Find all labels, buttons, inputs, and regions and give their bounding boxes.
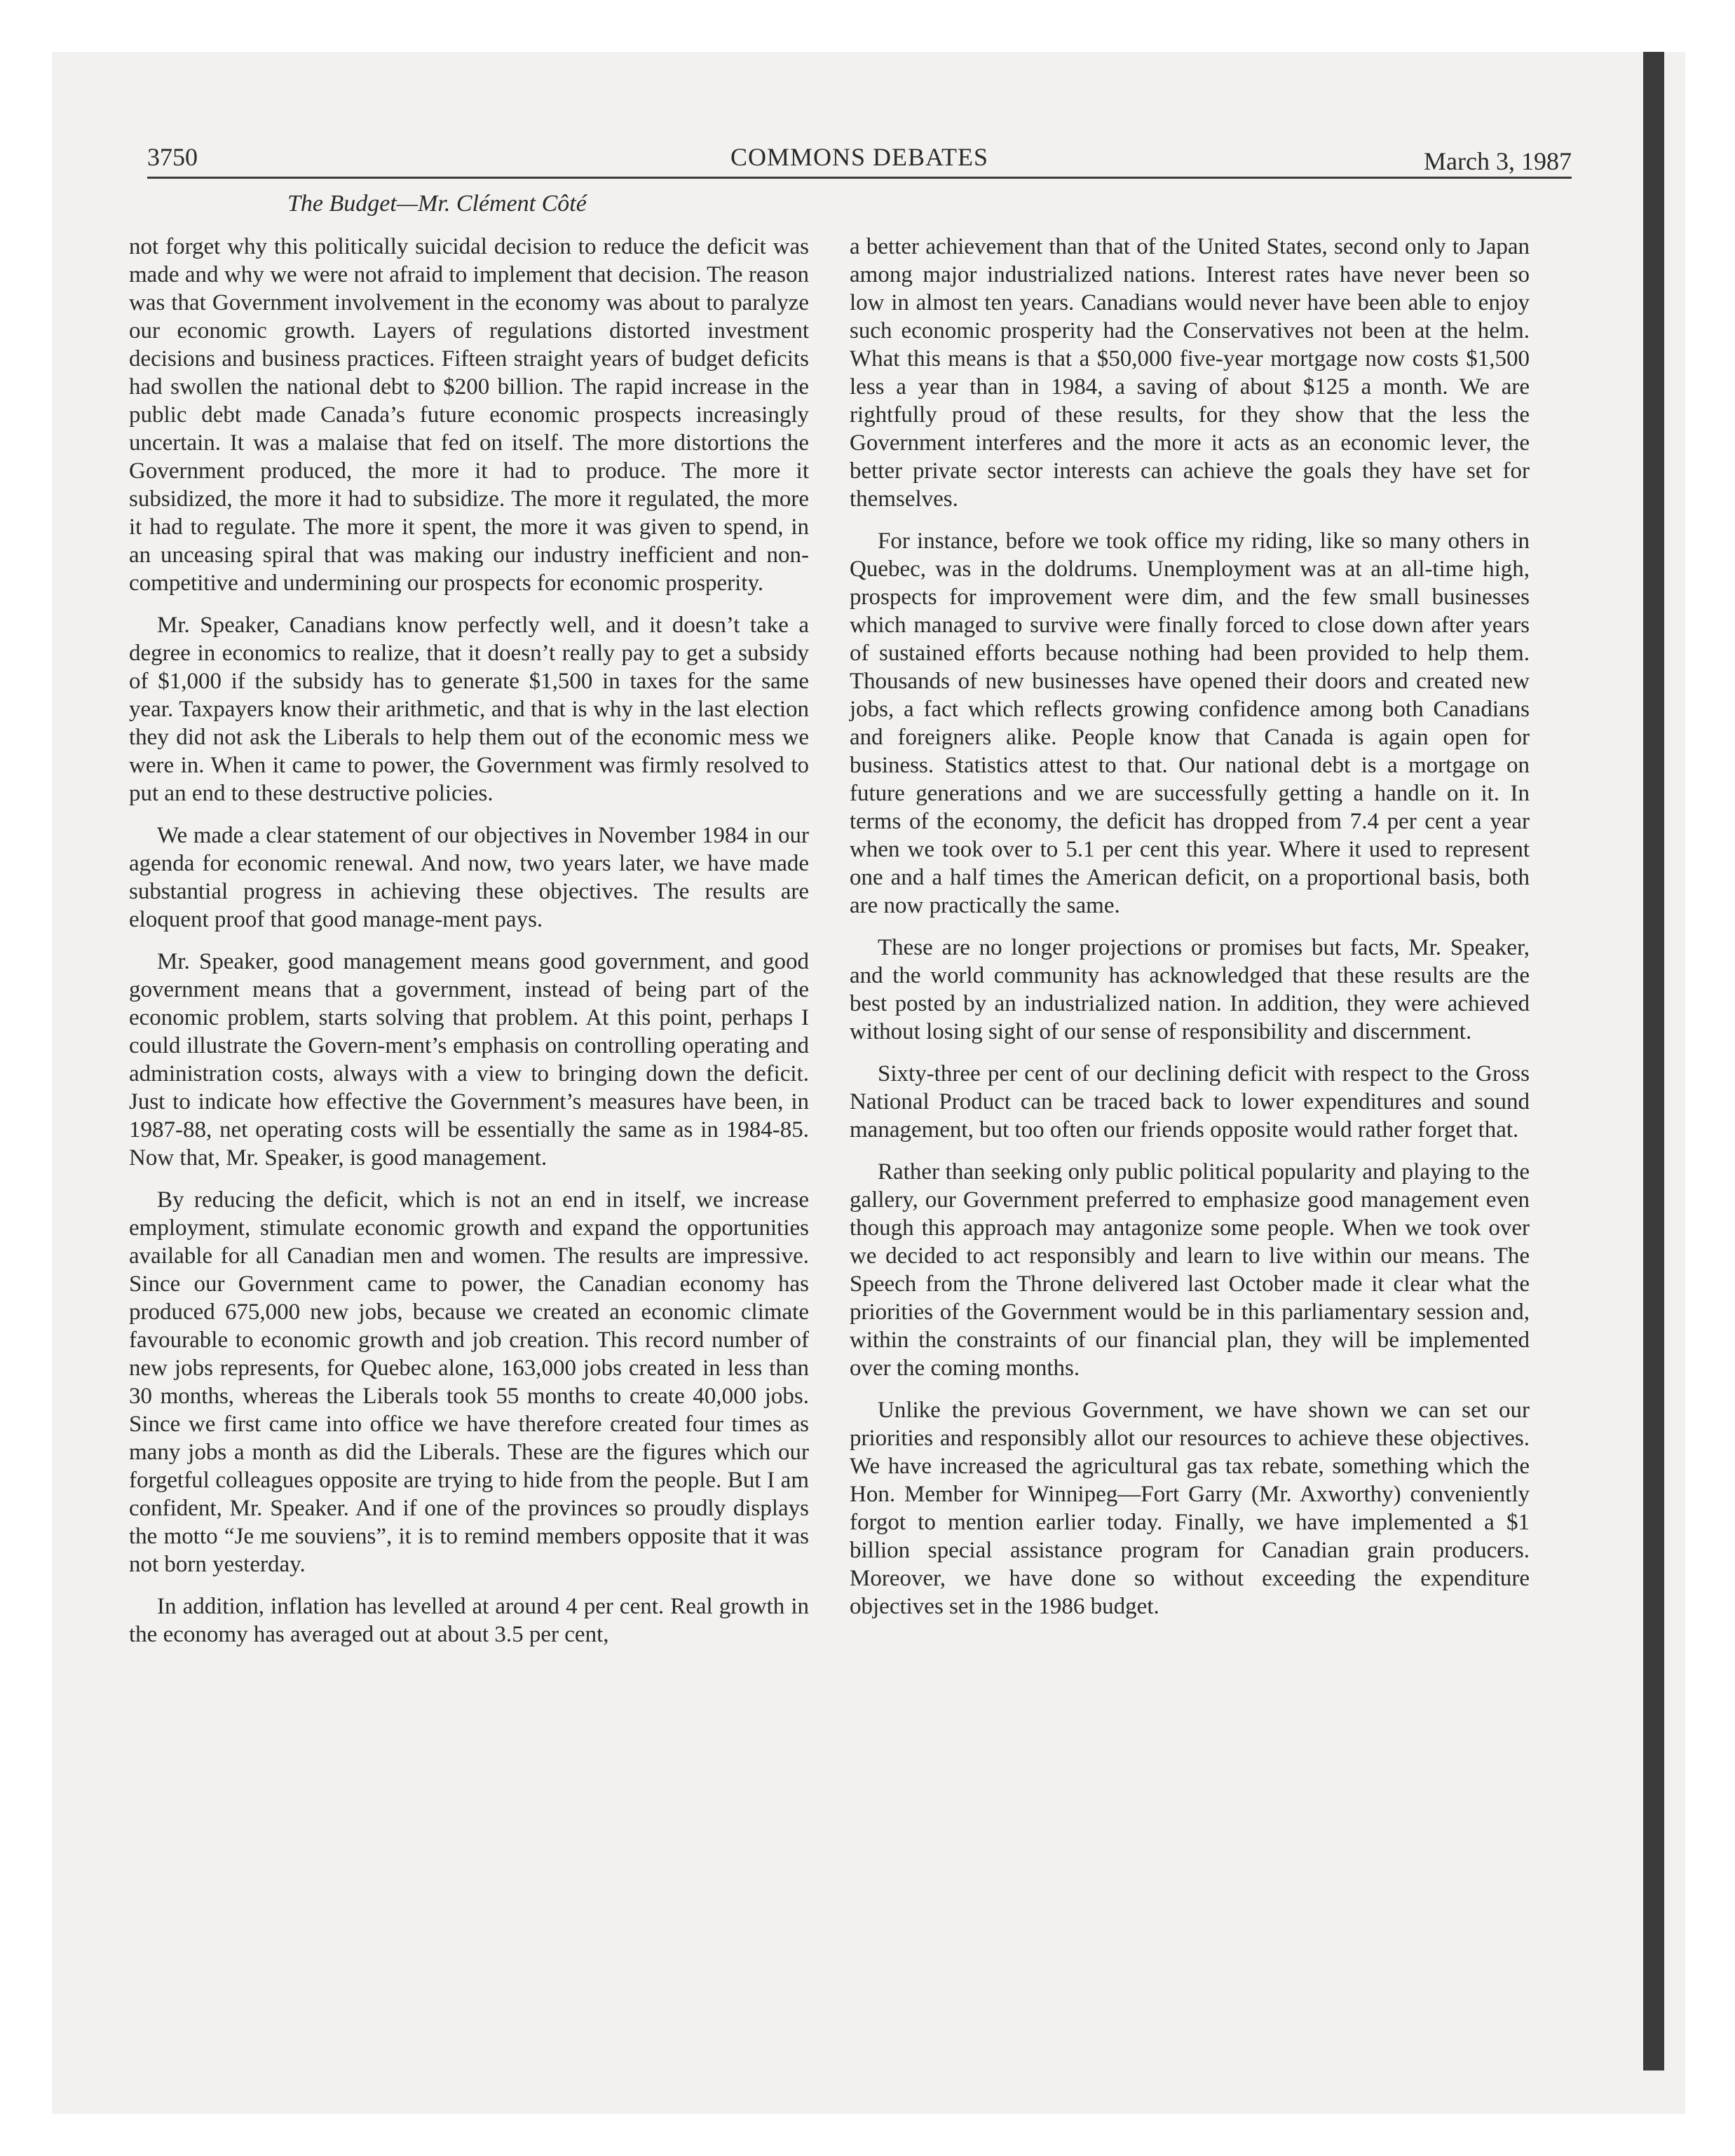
- right-column: [850, 233, 1530, 1635]
- paragraph: a better achievement than that of the United States, second only to Japan among major industrialized nations. Interest rates have never been so low in almost ten years. Canadians would never have been able to enjoy such economic prosperity had the Conservatives not been at the helm. What this means is that a $50,000 five-year mortgage now costs $1,500 less a year than in 1984, a saving of about $125 a month. We are rightfully proud of these results, for they show that the less the Government interferes and the more it acts as an economic lever, the better private sector interests can achieve the goals they have set for themselves.: [850, 234, 1530, 512]
- paragraph: not forget why this politically suicidal decision to reduce the deficit was made and why we were not afraid to implement that decision. The reason was that Government involvement in the economy was about to paralyze our economic growth. Layers of regulations distorted investment decisions and business practices. Fifteen straight years of budget deficits had swollen the national debt to $200 billion. The rapid increase in the public debt made Canada’s future economic prospects increasingly uncertain. It was a malaise that fed on itself. The more distortions the Government produced, the more it had to produce. The more it subsidized, the more it had to subsidize. The more it regulated, the more it had to regulate. The more it spent, the more it was given to spend, in an unceasing spiral that was making our industry inefficient and non-competitive and undermining our prospects for economic prosperity.: [129, 234, 809, 596]
- paragraph: In addition, inflation has levelled at around 4 per cent. Real growth in the economy has averaged out at about 3.5 per cent,: [129, 1594, 809, 1647]
- journal-title: COMMONS DEBATES: [730, 143, 989, 171]
- page-number: 3750: [147, 143, 198, 171]
- publication-date: March 3, 1987: [1424, 147, 1572, 175]
- paragraph: By reducing the deficit, which is not an end in itself, we increase employment, stimulate economic growth and expand the opportunities available for all Canadian men and women. The results are impressive. Since our Government came to power, the Canadian economy has produced 675,000 new jobs, because we created an economic climate favourable to economic growth and job creation. This record number of new jobs represents, for Quebec alone, 163,000 jobs created in less than 30 months, whereas the Liberals took 55 months to create 40,000 jobs. Since we first came into office we have therefore created four times as many jobs a month as did the Liberals. These are the figures which our forgetful colleagues opposite are trying to hide from the people. But I am confident, Mr. Speaker. And if one of the provinces so proudly displays the motto “Je me souviens”, it is to remind members opposite that it was not born yesterday.: [129, 1187, 809, 1577]
- paragraph: Unlike the previous Government, we have shown we can set our priorities and responsibly allot our resources to achieve these objectives. We have increased the agricultural gas tax rebate, something which the Hon. Member for Winnipeg—Fort Garry (Mr. Axworthy) conveniently forgot to mention earlier today. Finally, we have implemented a $1 billion special assistance program for Canadian grain producers. Moreover, we have done so without exceeding the expenditure objectives set in the 1986 budget.: [850, 1398, 1530, 1619]
- page-header: [147, 137, 1572, 179]
- paragraph: Rather than seeking only public political popularity and playing to the gallery, our Government preferred to emphasize good management even though this approach may antagonize some people. When we took over we decided to act responsibly and learn to live within our means. The Speech from the Throne delivered last October made it clear what the priorities of the Government would be in this parliamentary session and, within the constraints of our financial plan, they will be implemented over the coming months.: [850, 1159, 1530, 1381]
- paragraph: Mr. Speaker, Canadians know perfectly well, and it doesn’t take a degree in economics to realize, that it doesn’t really pay to get a subsidy of $1,000 if the subsidy has to generate $1,500 in taxes for the same year. Taxpayers know their arithmetic, and that is why in the last election they did not ask the Liberals to help them out of the economic mess we were in. When it came to power, the Government was firmly resolved to put an end to these destructive policies.: [129, 613, 809, 806]
- paragraph: For instance, before we took office my riding, like so many others in Quebec, was in the doldrums. Unemployment was at an all-time high, prospects for improvement were dim, and the few small businesses which managed to survive were finally forced to close down after years of sustained efforts because nothing had been provided to help them. Thousands of new businesses have opened their doors and created new jobs, a fact which reflects growing confidence among both Canadians and foreigners alike. People know that Canada is again open for business. Statistics attest to that. Our national debt is a mortgage on future generations and we are successfully getting a handle on it. In terms of the economy, the deficit has dropped from 7.4 per cent a year when we took over to 5.1 per cent this year. Where it used to represent one and a half times the American deficit, on a proportional basis, both are now practically the same.: [850, 528, 1530, 918]
- paragraph: Sixty-three per cent of our declining deficit with respect to the Gross National Product can be traced back to lower expenditures and sound management, but too often our friends opposite would rather forget that.: [850, 1061, 1530, 1142]
- paragraph: These are no longer projections or promises but facts, Mr. Speaker, and the world community has acknowledged that these results are the best posted by an industrialized nation. In addition, they were achieved without losing sight of our sense of responsibility and discernment.: [850, 935, 1530, 1044]
- scan-edge-shadow: [1643, 52, 1664, 2070]
- paragraph: We made a clear statement of our objectives in November 1984 in our agenda for economic renewal. And now, two years later, we have made substantial progress in achieving these objectives. The results are eloquent proof that good manage-ment pays.: [129, 823, 809, 932]
- paragraph: Mr. Speaker, good management means good government, and good government means that a government, instead of being part of the economic problem, starts solving that problem. At this point, perhaps I could illustrate the Govern-ment’s emphasis on controlling operating and administration costs, always with a view to bringing down the deficit. Just to indicate how effective the Government’s measures have been, in 1987-88, net operating costs will be essentially the same as in 1984-85. Now that, Mr. Speaker, is good management.: [129, 949, 809, 1171]
- left-column: [129, 233, 809, 1663]
- running-head: The Budget—Mr. Clément Côté: [287, 191, 587, 217]
